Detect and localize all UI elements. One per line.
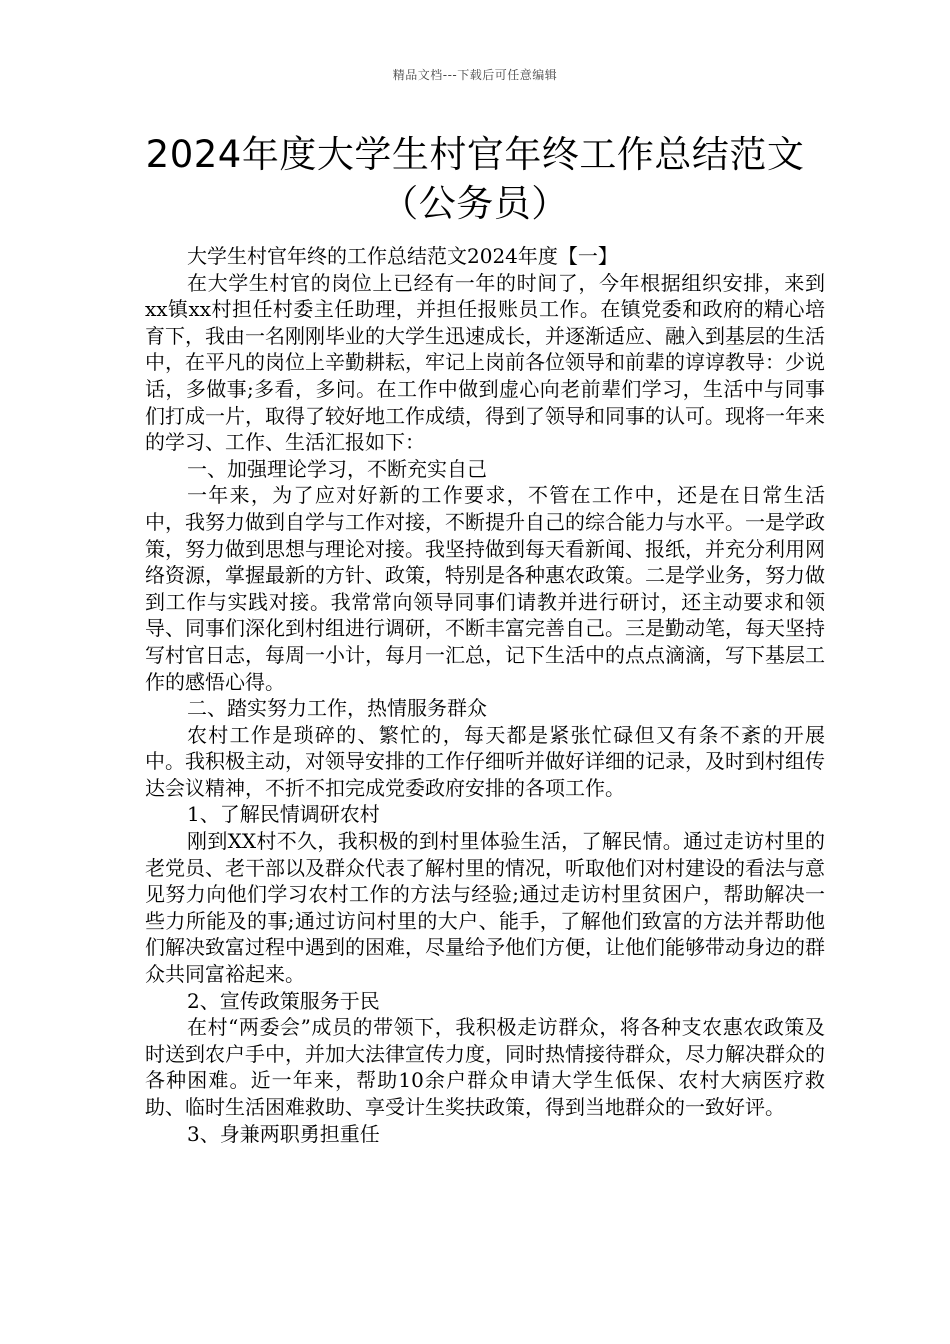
section-heading-1: 一、加强理论学习，不断充实自己 [187,456,487,481]
section-1-paragraph: 一年来，为了应对好新的工作要求，不管在工作中，还是在日常生活中，我努力做到自学与工作对接，不断提升自己的综合能力与水平。一是学政策，努力做到思想与理论对接。我坚持做到每天看新闻、报纸，并充分利用网络资源，掌握最新的方针、政策，特别是各种惠农政策。二是学业务，努力做到工作与实践对接。我常常向领导同事们请教并进行研讨，还主动要求和领导、同事们深化到村组进行调研，不断丰富完善自己。三是勤动笔，每天坚持写村官日志，每周一小计，每月一汇总，记下生活中的点点滴滴，写下基层工作的感悟心得。 [145,483,825,694]
document-body [145,243,825,1147]
subsection-heading-3: 3、身兼两职勇担重任 [187,1121,380,1146]
title-line-2: （公务员） [381,182,569,225]
subsection-heading-2: 2、宣传政策服务于民 [187,988,380,1013]
document-title [95,130,855,228]
section-2-paragraph: 农村工作是琐碎的、繁忙的，每天都是紧张忙碌但又有条不紊的开展中。我积极主动，对领导安排的工作仔细听并做好详细的记录，及时到村组传达会议精神，不折不扣完成党委政府安排的各项工作。 [145,722,825,800]
subsection-1-paragraph: 刚到XX村不久，我积极的到村里体验生活，了解民情。通过走访村里的老党员、老干部以及群众代表了解村里的情况，听取他们对村建设的看法与意见努力向他们学习农村工作的方法与经验;通过走访村里贫困户，帮助解决一些力所能及的事;通过访问村里的大户、能手，了解他们致富的方法并帮助他们解决致富过程中遇到的困难，尽量给予他们方便，让他们能够带动身边的群众共同富裕起来。 [145,829,825,987]
subtitle-paragraph: 大学生村官年终的工作总结范文2024年度【一】 [187,244,618,268]
header-note: 精品文档---下载后可任意编辑 [392,68,558,82]
section-heading-2: 二、踏实努力工作，热情服务群众 [187,696,487,721]
subsection-heading-1: 1、了解民情调研农村 [187,802,380,827]
title-line-1: 2024年度大学生村官年终工作总结范文 [145,133,805,176]
intro-paragraph: 在大学生村官的岗位上已经有一年的时间了，今年根据组织安排，来到xx镇xx村担任村委主任助理，并担任报账员工作。在镇党委和政府的精心培育下，我由一名刚刚毕业的大学生迅速成长，并逐渐适应、融入到基层的生活中，在平凡的岗位上辛勤耕耘，牢记上岗前各位领导和前辈的谆谆教导：少说话，多做事;多看，多问。在工作中做到虚心向老前辈们学习，生活中与同事们打成一片，取得了较好地工作成绩，得到了领导和同事的认可。现将一年来的学习、工作、生活汇报如下： [145,270,825,455]
subsection-2-paragraph: 在村“两委会”成员的带领下，我积极走访群众，将各种支农惠农政策及时送到农户手中，并加大法律宣传力度，同时热情接待群众，尽力解决群众的各种困难。近一年来，帮助10余户群众申请大学生低保、农村大病医疗救助、临时生活困难救助、享受计生奖扶政策，得到当地群众的一致好评。 [145,1015,825,1119]
